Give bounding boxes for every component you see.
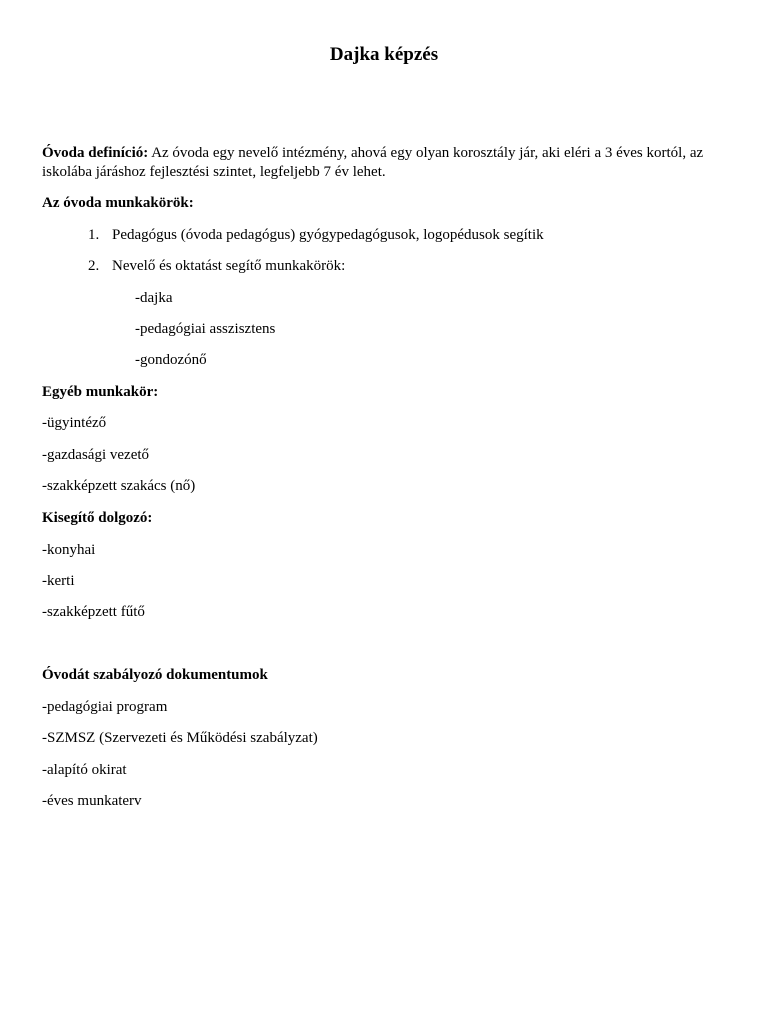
support-role-dajka: -dajka — [135, 290, 173, 306]
helper-role-garden: -kerti — [42, 573, 75, 589]
document-item-charter: -alapító okirat — [42, 762, 127, 778]
other-role-administrator: -ügyintéző — [42, 415, 107, 431]
helper-role-heater: -szakképzett fűtő — [42, 604, 145, 620]
definition-text: Az óvoda egy nevelő intézmény, ahová egy olyan korosztály jár, aki eléri a 3 éves kortól, az iskolába járáshoz fejlesztési szintet, legfeljebb 7 év lehet. — [42, 145, 704, 180]
document-item-szmsz: -SZMSZ (Szervezeti és Működési szabályzat) — [42, 730, 318, 746]
other-role-cook: -szakképzett szakács (nő) — [42, 478, 196, 494]
definition-label: Óvoda definíció: — [42, 145, 149, 161]
definition-paragraph — [42, 144, 742, 182]
document-item-program: -pedagógiai program — [42, 699, 168, 715]
other-role-finance-manager: -gazdasági vezető — [42, 447, 150, 463]
support-role-assistant: -pedagógiai asszisztens — [135, 321, 276, 337]
document-title: Dajka képzés — [329, 44, 439, 65]
role-item-1 — [88, 226, 544, 245]
support-role-caregiver: -gondozónő — [135, 352, 207, 368]
role-text-2: Nevelő és oktatást segítő munkakörök: — [112, 258, 346, 274]
roles-heading: Az óvoda munkakörök: — [42, 195, 194, 211]
role-text-1: Pedagógus (óvoda pedagógus) gyógypedagógusok, logopédusok segítik — [112, 227, 544, 243]
helper-role-kitchen: -konyhai — [42, 542, 96, 558]
role-item-2 — [88, 257, 345, 276]
documents-heading: Óvodát szabályozó dokumentumok — [42, 667, 268, 683]
role-number-1: 1. — [88, 227, 100, 243]
role-number-2: 2. — [88, 258, 100, 274]
document-item-work-plan: -éves munkaterv — [42, 793, 142, 809]
other-heading: Egyéb munkakör: — [42, 384, 159, 400]
helper-heading: Kisegítő dolgozó: — [42, 510, 153, 526]
